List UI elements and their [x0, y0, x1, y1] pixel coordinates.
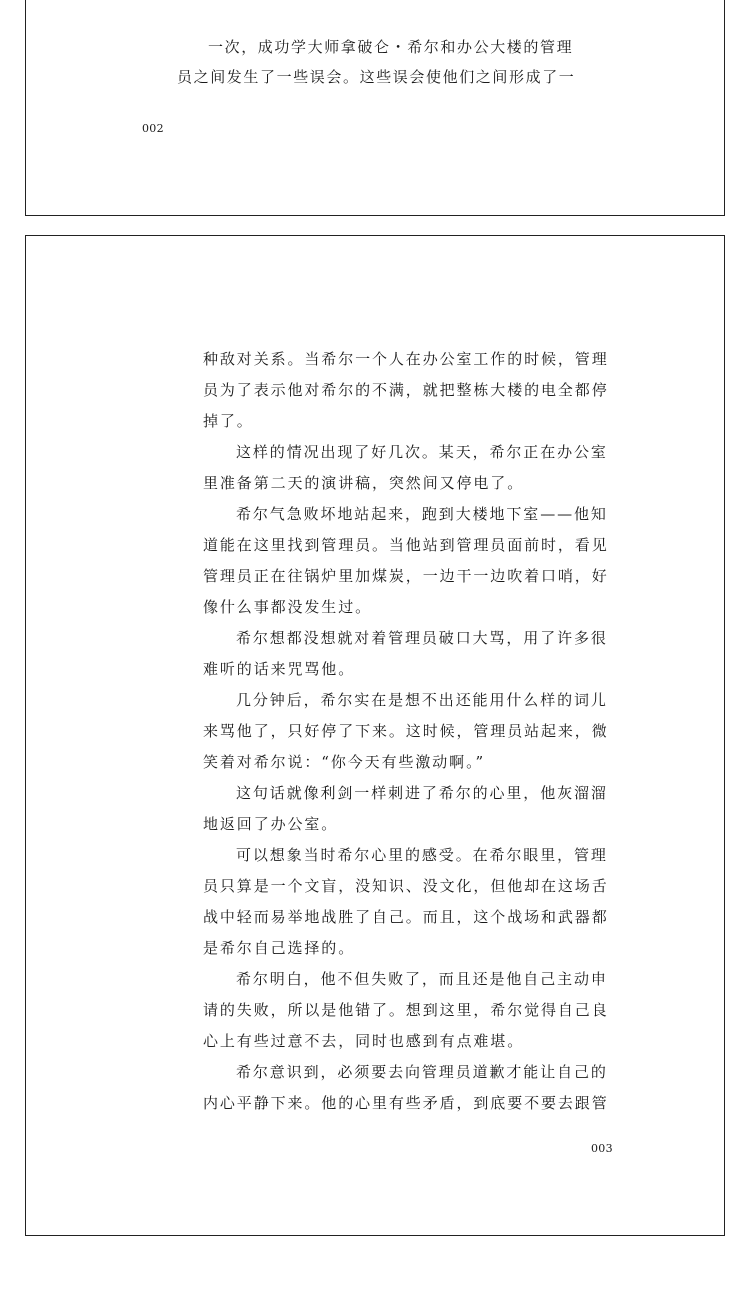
text-line: 员为了表示他对希尔的不满，就把整栋大楼的电全都停 [203, 381, 609, 399]
text-line: 请的失败，所以是他错了。想到这里，希尔觉得自己良 [203, 1001, 609, 1019]
paragraph-first-line: 几分钟后，希尔实在是想不出还能用什么样的词儿 [236, 691, 608, 709]
page-number: 003 [591, 1142, 613, 1155]
text-line: 心上有些过意不去，同时也感到有点难堪。 [203, 1032, 525, 1050]
text-line: 里准备第二天的演讲稿，突然间又停电了。 [203, 474, 525, 492]
text-line: 笑着对希尔说：“你今天有些激动啊。” [203, 753, 486, 771]
text-line: 管理员正在往锅炉里加煤炭，一边干一边吹着口哨，好 [203, 567, 609, 585]
text-line: 员只算是一个文盲，没知识、没文化，但他却在这场舌 [203, 877, 609, 895]
paragraph-first-line: 可以想象当时希尔心里的感受。在希尔眼里，管理 [236, 846, 608, 864]
text-line: 像什么事都没发生过。 [203, 598, 373, 616]
book-page-bottom [25, 235, 725, 1236]
paragraph-first-line: 希尔明白，他不但失败了，而且还是他自己主动申 [236, 970, 608, 988]
paragraph-first-line: 希尔想都没想就对着管理员破口大骂，用了许多很 [236, 629, 608, 647]
text-line: 战中轻而易举地战胜了自己。而且，这个战场和武器都 [203, 908, 609, 926]
text-line: 地返回了办公室。 [203, 815, 339, 833]
text-line: 一次，成功学大师拿破仑・希尔和办公大楼的管理 [208, 38, 574, 56]
text-line: 来骂他了，只好停了下来。这时候，管理员站起来，微 [203, 722, 609, 740]
page-body [203, 348, 613, 1123]
book-page-top [25, 0, 725, 216]
text-line: 掉了。 [203, 412, 254, 430]
text-line: 是希尔自己选择的。 [203, 939, 356, 957]
text-line: 难听的话来咒骂他。 [203, 660, 356, 678]
text-line: 内心平静下来。他的心里有些矛盾，到底要不要去跟管 [203, 1094, 609, 1112]
paragraph-first-line: 这句话就像利剑一样刺进了希尔的心里，他灰溜溜 [236, 784, 608, 802]
page-number: 002 [142, 122, 164, 135]
text-line: 种敌对关系。当希尔一个人在办公室工作的时候，管理 [203, 350, 609, 368]
paragraph-first-line: 这样的情况出现了好几次。某天，希尔正在办公室 [236, 443, 608, 461]
paragraph-first-line: 希尔气急败坏地站起来，跑到大楼地下室——他知 [236, 505, 608, 523]
text-line: 道能在这里找到管理员。当他站到管理员面前时，看见 [203, 536, 609, 554]
text-line: 员之间发生了一些误会。这些误会使他们之间形成了一 [177, 68, 576, 86]
paragraph-first-line: 希尔意识到，必须要去向管理员道歉才能让自己的 [236, 1063, 608, 1081]
